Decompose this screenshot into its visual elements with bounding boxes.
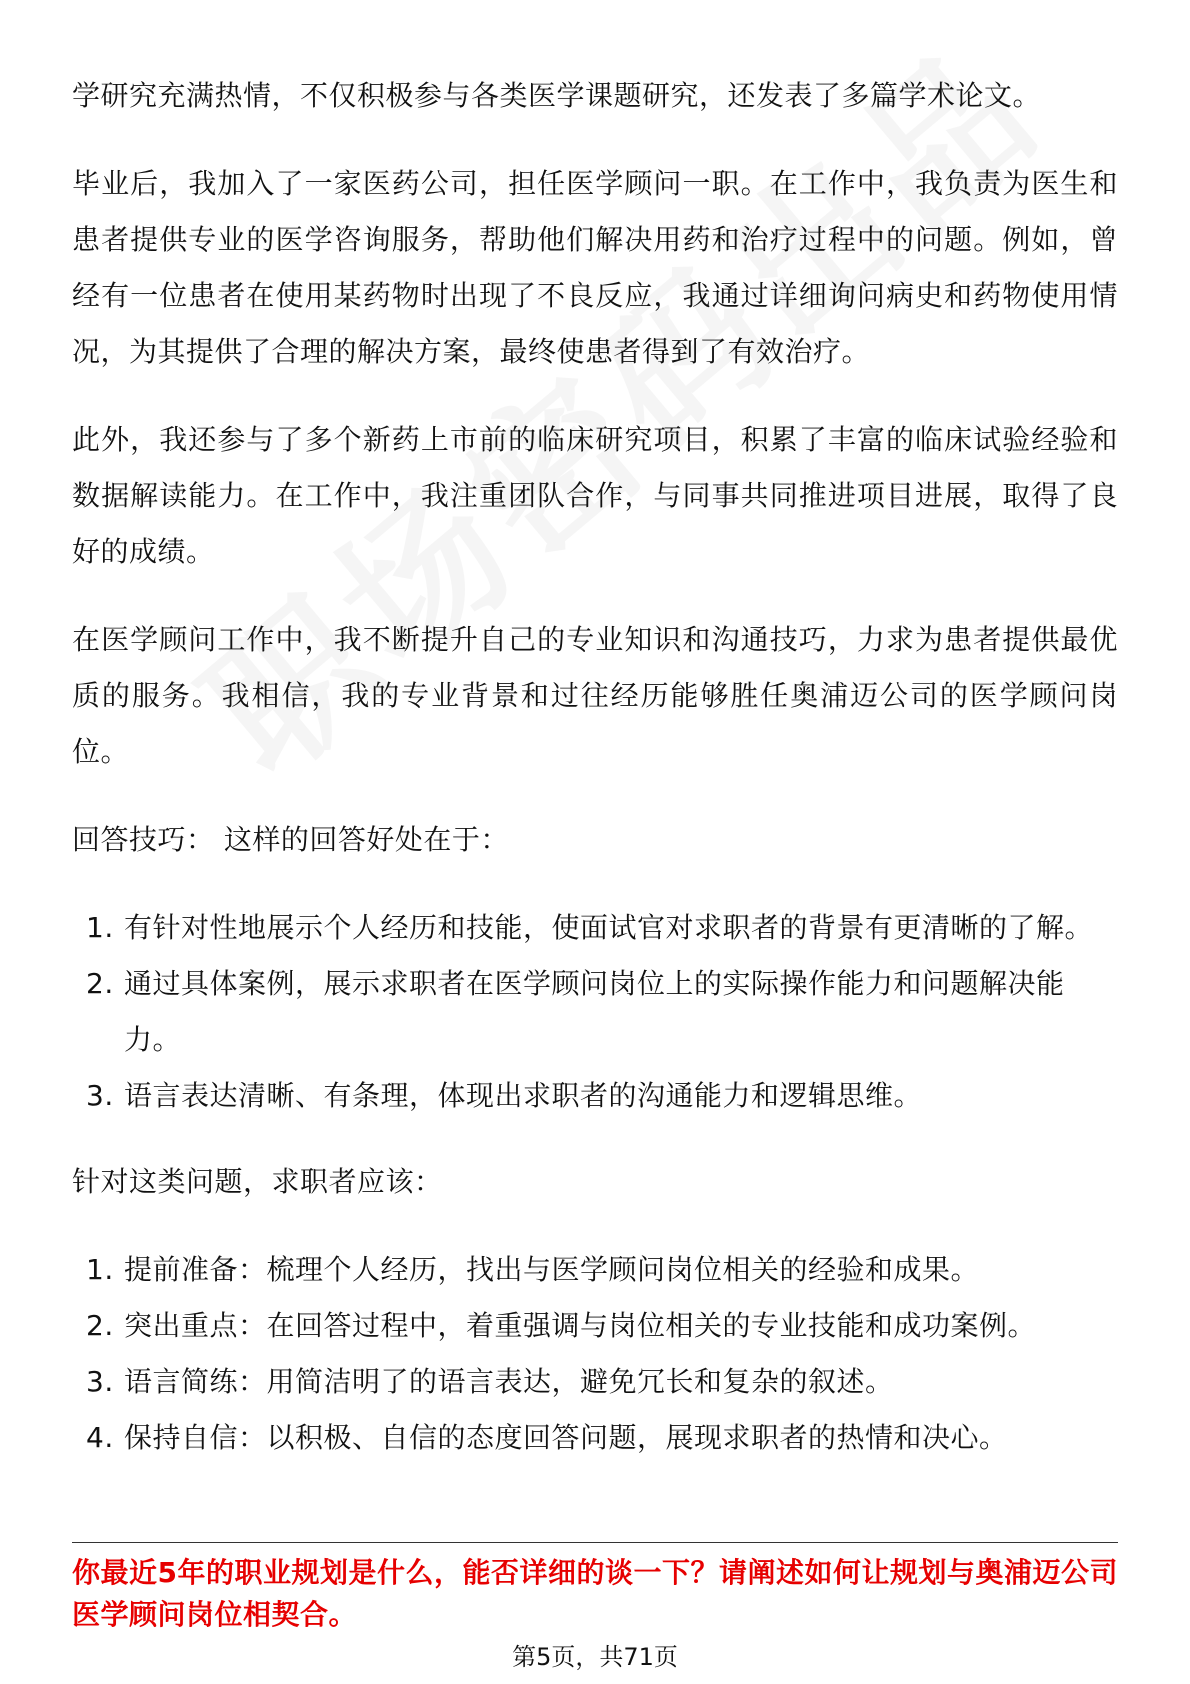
paragraph: 毕业后，我加入了一家医药公司，担任医学顾问一职。在工作中，我负责为医生和患者提供专业的医学咨询服务，帮助他们解决用药和治疗过程中的问题。例如，曾经有一位患者在使用某药物时出现了不良反应，我通过详细询问病史和药物使用情况，为其提供了合理的解决方案，最终使患者得到了有效治疗。 [72,167,1118,368]
list-number: 2. [86,967,114,1000]
list-text: 有针对性地展示个人经历和技能，使面试官对求职者的背景有更清晰的了解。 [124,911,1094,944]
list-text: 突出重点：在回答过程中，着重强调与岗位相关的专业技能和成功案例。 [124,1309,1037,1342]
list-text: 语言简练：用简洁明了的语言表达，避免冗长和复杂的叙述。 [124,1365,894,1398]
document-body [72,68,1118,1496]
list-item [72,1242,1118,1298]
page-number: 第5页，共71页 [512,1643,678,1671]
list-item [72,956,1118,1068]
paragraph: 此外，我还参与了多个新药上市前的临床研究项目，积累了丰富的临床试验经验和数据解读能力。在工作中，我注重团队合作，与同事共同推进项目进展，取得了良好的成绩。 [72,423,1118,568]
list-text: 通过具体案例，展示求职者在医学顾问岗位上的实际操作能力和问题解决能力。 [124,967,1065,1056]
tips-heading: 回答技巧： 这样的回答好处在于： [72,823,509,856]
list-item [72,1298,1118,1354]
list-number: 1. [86,911,114,944]
list-text: 保持自信：以积极、自信的态度回答问题，展现求职者的热情和决心。 [124,1421,1008,1454]
list-text: 语言表达清晰、有条理，体现出求职者的沟通能力和逻辑思维。 [124,1079,923,1112]
advice-heading: 针对这类问题，求职者应该： [72,1165,443,1198]
list-number: 3. [86,1365,114,1398]
list-number: 4. [86,1421,114,1454]
list-text: 提前准备：梳理个人经历，找出与医学顾问岗位相关的经验和成果。 [124,1253,980,1286]
list-item [72,900,1118,956]
list-item [72,1354,1118,1410]
advice-list [72,1242,1118,1466]
list-number: 1. [86,1253,114,1286]
paragraph: 学研究充满热情，不仅积极参与各类医学课题研究，还发表了多篇学术论文。 [72,79,1042,112]
list-item [72,1410,1118,1466]
tips-list [72,900,1118,1124]
list-number: 3. [86,1079,114,1112]
list-number: 2. [86,1309,114,1342]
next-question-heading: 你最近5年的职业规划是什么，能否详细的谈一下？请阐述如何让规划与奥浦迈公司医学顾问岗位相契合。 [72,1556,1118,1631]
section-divider [72,1542,1118,1543]
list-item [72,1068,1118,1124]
paragraph: 在医学顾问工作中，我不断提升自己的专业知识和沟通技巧，力求为患者提供最优质的服务。我相信，我的专业背景和过往经历能够胜任奥浦迈公司的医学顾问岗位。 [72,623,1118,768]
